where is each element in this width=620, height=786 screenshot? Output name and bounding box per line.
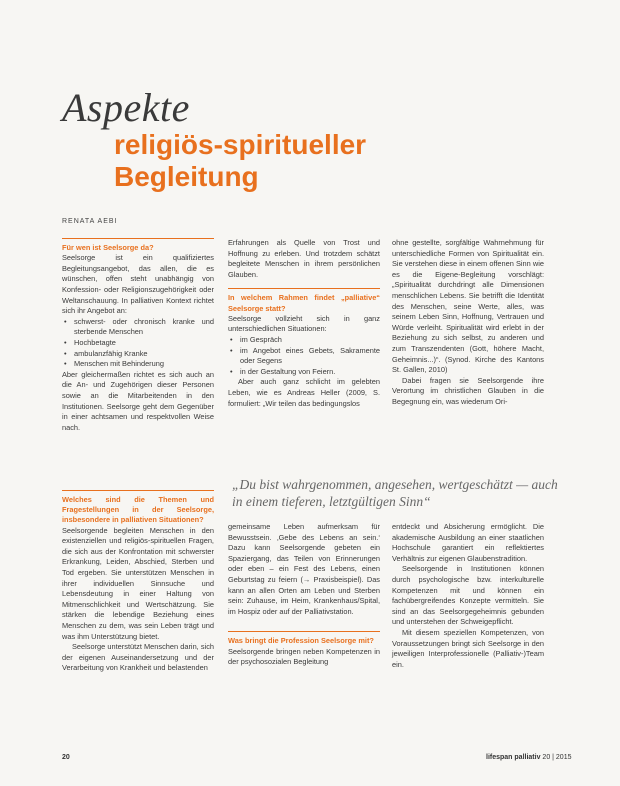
body-paragraph: Seelsorgende bringen neben Kompetenzen in der psychosozialen Begleitung: [228, 646, 380, 667]
section-rule: [228, 288, 380, 289]
bullet-list: [62, 317, 214, 370]
body-paragraph: Aber auch ganz schlicht im gelebten Leben, wie es Andreas Heller (2009, S. formuliert: „Wir teilen das bedingungslos: [228, 377, 380, 408]
body-paragraph: Aber gleichermaßen richtet es sich auch an die An- und Zugehörigen dieser Personen sowie an die Mitarbeitenden in den Institutionen. Seelsorge geht dem Gegenüber in einer achtsamen und respektvollen Weise nach.: [62, 369, 214, 432]
title-line-aspekte: Aspekte: [62, 85, 190, 130]
title-line-religios-spiritueller: religiös-spiritueller: [114, 129, 367, 160]
journal-footer: [486, 754, 572, 761]
column-1-top: [62, 238, 214, 433]
column-2-bottom: [228, 522, 380, 668]
list-item: • ambulanzfähig Kranke: [74, 349, 214, 360]
list-item: • schwerst- oder chronisch kranke und sterbende Menschen: [74, 317, 214, 338]
body-paragraph: Seelsorgende begleiten Menschen in den existenziellen und religiös-spirituellen Fragen, die sich aus der Konfrontation mit schwerster Erkrankung, Leiden, Abschied, Sterben und Tod ergeben. Sie unterstützen Menschen in ihrer individuellen Sinnsuche und Lebensdeutung in einer Haltung von Mitmenschlichkeit und Wertschätzung. Sie stärken die lebendige Beziehung eines Menschen zu dem, was sein Leben trägt und was ihm Unterstützung bietet.: [62, 525, 214, 641]
section-heading: Welches sind die Themen und Fragestellungen in der Seelsorge, insbesondere in palliativen Situationen?: [62, 495, 214, 525]
body-paragraph: Seelsorge ist ein qualifiziertes Begleitungsangebot, das allen, die es wünschen, offen steht unabhängig von Konfession- oder Religionszugehörigkeit oder Weltanschauung. In palliativen Kontext richtet sich ihr Angebot an:: [62, 253, 214, 316]
section-heading: Für wen ist Seelsorge da?: [62, 243, 154, 252]
body-paragraph: Mit diesem speziellen Kompetenzen, von Voraussetzungen bringt sich Seelsorge in den jeweiligen Interprofessionelle (Palliativ-)Team ein.: [392, 627, 544, 669]
column-1-bottom: [62, 490, 214, 674]
list-item: • Hochbetagte: [74, 338, 214, 349]
section-rule: [62, 238, 214, 239]
body-paragraph: Seelsorge unterstützt Menschen darin, sich der eigenen Auseinandersetzung und der Verarbeitung von Krankheit und belastenden: [62, 642, 214, 673]
bullet-list: [228, 335, 380, 377]
body-paragraph: Dabei fragen sie Seelsorgende ihre Verortung im christlichen Glauben in die Begegnung ein, was wiederum Ori-: [392, 375, 544, 406]
body-paragraph: Seelsorge vollzieht sich in ganz unterschiedlichen Situationen:: [228, 313, 380, 334]
column-3-top: [392, 238, 544, 408]
section-heading: Was bringt die Profession Seelsorge mit?: [228, 636, 374, 646]
body-paragraph: Erfahrungen als Quelle von Trost und Hoffnung zu erleben. Und trotzdem schätzt begleitete Menschen in ihrem persönlichen Glauben.: [228, 238, 380, 279]
section-rule: [228, 631, 380, 632]
list-item: • Menschen mit Behinderung: [74, 359, 214, 370]
journal-issue: 20 | 2015: [542, 754, 572, 761]
column-3-bottom: [392, 522, 544, 670]
list-item: • in der Gestaltung von Feiern.: [240, 367, 380, 378]
list-item: • im Gespräch: [240, 335, 380, 346]
author-byline: RENATA AEBI: [62, 218, 118, 225]
pull-quote: „Du bist wahrgenommen, angesehen, wertgeschätzt — auch in einem tieferen, letztgültigen Sinn“: [232, 477, 558, 509]
body-paragraph: gemeinsame Leben aufmerksam für Bewusstsein. ‚Gebe des Lebens an sein.‘ Dazu kann Seelsorgende gebeten ein Spaziergang, das Teilen von Erinnerungen oder eben – ein Fest des Lebens, einen Geburtstag zu feiern (→ Praxisbeispiel). Das kann an allen Orten am Leben und Sterben sein: Zuhause, im Heim, Krankenhaus/Spital, im Hospiz oder auf der Palliativstation.: [228, 522, 380, 616]
column-2-top: [228, 238, 380, 409]
body-paragraph: entdeckt und Absicherung ermöglicht. Die akademische Ausbildung an einer staatlichen Hochschule garantiert ein reflektiertes Verhältnis zur eigenen Glaubenstradition.: [392, 522, 544, 563]
section-heading: In welchem Rahmen findet „palliative“ Seelsorge statt?: [228, 293, 380, 313]
section-rule: [62, 490, 214, 491]
title-line-begleitung: Begleitung: [114, 161, 259, 192]
page-number: 20: [62, 754, 70, 761]
body-paragraph: Seelsorgende in Institutionen können durch psychologische bzw. interkulturelle Kompetenzen mit und können ein fachübergreifendes Konzepte vermitteln. Sie sind an das Seelsorgegeheimnis gebunden und unterstehen der Schweigepflicht.: [392, 564, 544, 627]
journal-name: lifespan palliativ: [486, 754, 541, 761]
list-item: • im Angebot eines Gebets, Sakramente oder Segens: [240, 346, 380, 367]
body-paragraph: ohne gestellte, sorgfältige Wahrnehmung für unterschiedliche Formen von Spiritualität ein. Sie verstehen diese in einem offenen Sinn wie es die Eigene-Begleitung vorschlägt: „Spiritualität durchdringt alle Dimensionen menschlichen Lebens. Sie betrifft die Identität des Menschen, seine Werte, alles, was seinem Leben Sinn, Hoffnung, Vertrauen und Würde verleiht. Spiritualität wird erlebt in der Beziehung zu sich selbst, zu anderen und zum Transzendenten (Gott, höhere Macht, Geheimnis...)“. (Synod. Kirche des Kantons St. Gallen, 2010): [392, 238, 544, 375]
